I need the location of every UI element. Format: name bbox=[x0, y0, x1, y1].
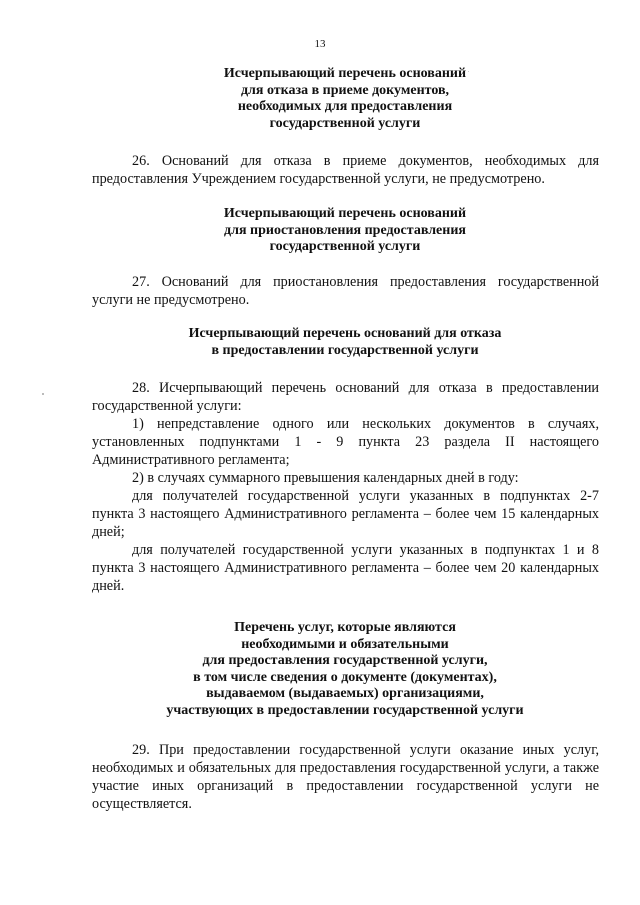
margin-mark bbox=[42, 393, 44, 395]
heading-line: Исчерпывающий перечень оснований bbox=[223, 66, 467, 81]
heading-line: для отказа в приеме документов, bbox=[240, 82, 450, 98]
heading-line: необходимыми и обязательными bbox=[241, 636, 449, 652]
paragraph-28-item-2b: для получателей государственной услуги указанных в подпунктах 1 и 8 пункта 3 настоящего Административного регламента – более чем 20 календарных дней. bbox=[92, 542, 599, 594]
heading-suspension bbox=[90, 206, 600, 256]
heading-line: Исчерпывающий перечень оснований bbox=[223, 206, 467, 221]
paragraph-29: 29. При предоставлении государственной услуги оказание иных услуг, необходимых и обязательных для предоставления государственной услуги, а также участие иных организаций в предоставлении государственной услуги не осуществляется. bbox=[92, 742, 599, 812]
heading-line: государственной услуги bbox=[269, 115, 421, 131]
heading-refusal-acceptance bbox=[90, 66, 600, 132]
paragraph-28-item-1: 1) непредставление одного или нескольких документов в случаях, установленных подпунктами 1 - 9 пункта 23 раздела II настоящего Административного регламента; bbox=[92, 416, 599, 468]
heading-line: необходимых для предоставления bbox=[237, 99, 453, 114]
heading-line: государственной услуги bbox=[269, 239, 421, 254]
heading-line: выдаваемом (выдаваемых) организациями, bbox=[206, 686, 484, 701]
heading-line: в том числе сведения о документе (документах), bbox=[193, 669, 497, 685]
heading-line: Перечень услуг, которые являются bbox=[234, 620, 456, 635]
paragraph-26: 26. Оснований для отказа в приеме документов, необходимых для предоставления Учреждением государственной услуги, не предусмотрено. bbox=[92, 153, 599, 187]
paragraph-28-item-2: 2) в случаях суммарного превышения календарных дней в году: bbox=[132, 470, 519, 486]
heading-line: участвующих в предоставлении государственной услуги bbox=[166, 702, 524, 718]
paragraph-28: 28. Исчерпывающий перечень оснований для отказа в предоставлении государственной услуги: bbox=[92, 380, 599, 414]
heading-line: для приостановления предоставления bbox=[224, 222, 466, 238]
heading-refusal-provision bbox=[90, 326, 600, 359]
paragraph-27: 27. Оснований для приостановления предоставления государственной услуги не предусмотрено. bbox=[92, 274, 599, 308]
paragraph-28-item-2a: для получателей государственной услуги указанных в подпунктах 2-7 пункта 3 настоящего Административного регламента – более чем 15 календарных дней; bbox=[92, 488, 599, 540]
heading-line: в предоставлении государственной услуги bbox=[211, 342, 479, 358]
heading-line: Исчерпывающий перечень оснований для отказа bbox=[188, 326, 502, 341]
page-number: 13 bbox=[314, 38, 326, 50]
heading-line: для предоставления государственной услуги, bbox=[202, 653, 488, 668]
heading-necessary-services bbox=[90, 620, 600, 719]
